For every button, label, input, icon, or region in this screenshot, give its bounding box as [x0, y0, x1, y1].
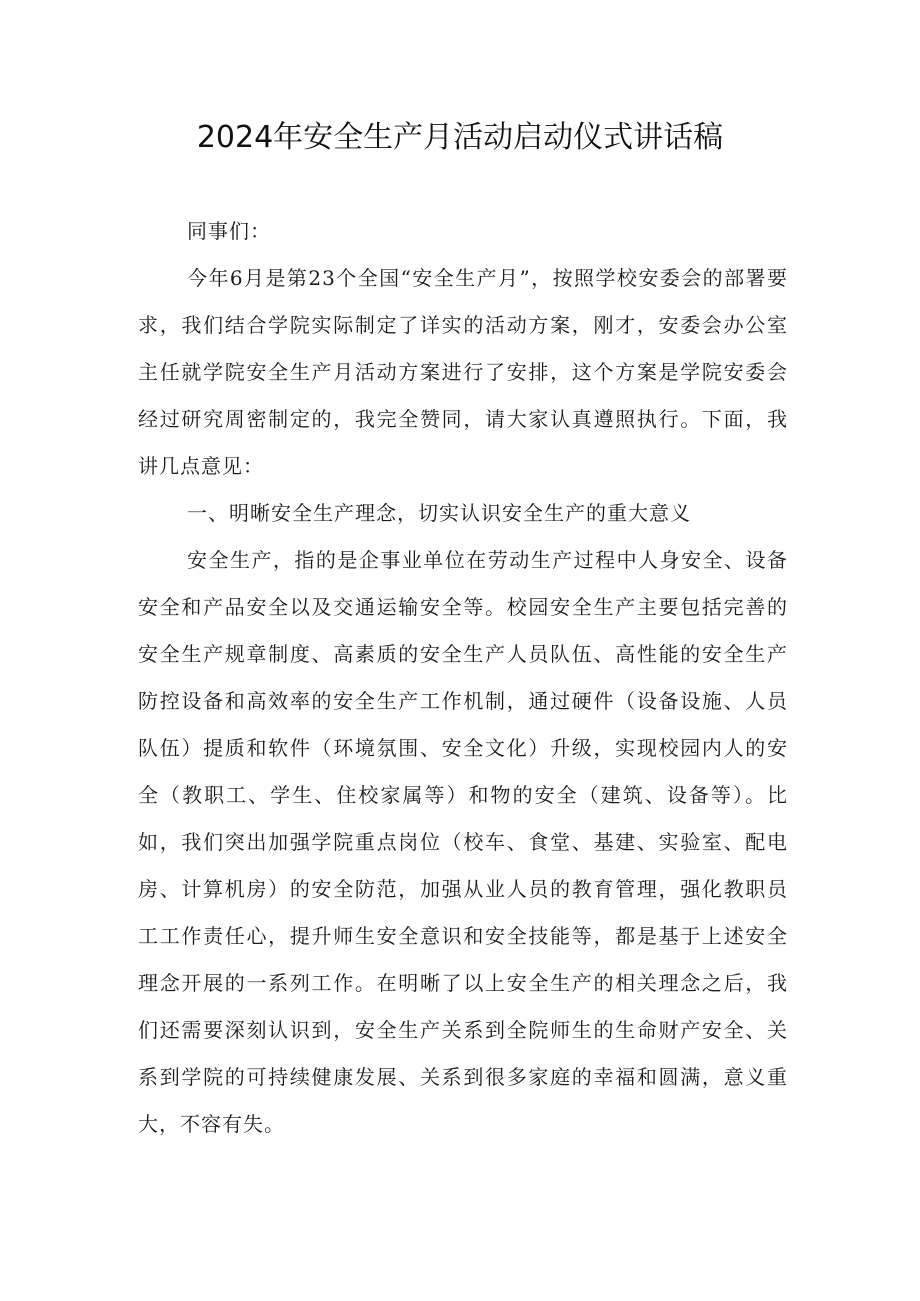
section-heading: 一、明晰安全生产理念，切实认识安全生产的重大意义	[187, 501, 691, 525]
greeting: 同事们：	[187, 219, 271, 243]
document-title: 2024年安全生产月活动启动仪式讲话稿	[196, 120, 724, 155]
paragraph-intro: 今年6月是第23个全国“安全生产月”，按照学校安委会的部署要求，我们结合学院实际制定了详实的活动方案，刚才，安委会办公室主任就学院安全生产月活动方案进行了安排，这个方案是学院安委会经过研究周密制定的，我完全赞同，请大家认真遵照执行。下面，我讲几点意见：	[138, 266, 788, 478]
paragraph-body: 安全生产，指的是企事业单位在劳动生产过程中人身安全、设备安全和产品安全以及交通运输安全等。校园安全生产主要包括完善的安全生产规章制度、高素质的安全生产人员队伍、高性能的安全生产防控设备和高效率的安全生产工作机制，通过硬件（设备设施、人员队伍）提质和软件（环境氛围、安全文化）升级，实现校园内人的安全（教职工、学生、住校家属等）和物的安全（建筑、设备等）。比如，我们突出加强学院重点岗位（校车、食堂、基建、实验室、配电房、计算机房）的安全防范，加强从业人员的教育管理，强化教职员工工作责任心，提升师生安全意识和安全技能等，都是基于上述安全理念开展的一系列工作。在明晰了以上安全生产的相关理念之后，我们还需要深刻认识到，安全生产关系到全院师生的生命财产安全、关系到学院的可持续健康发展、关系到很多家庭的幸福和圆满，意义重大，不容有失。	[138, 548, 788, 1136]
document-body	[138, 208, 788, 1148]
